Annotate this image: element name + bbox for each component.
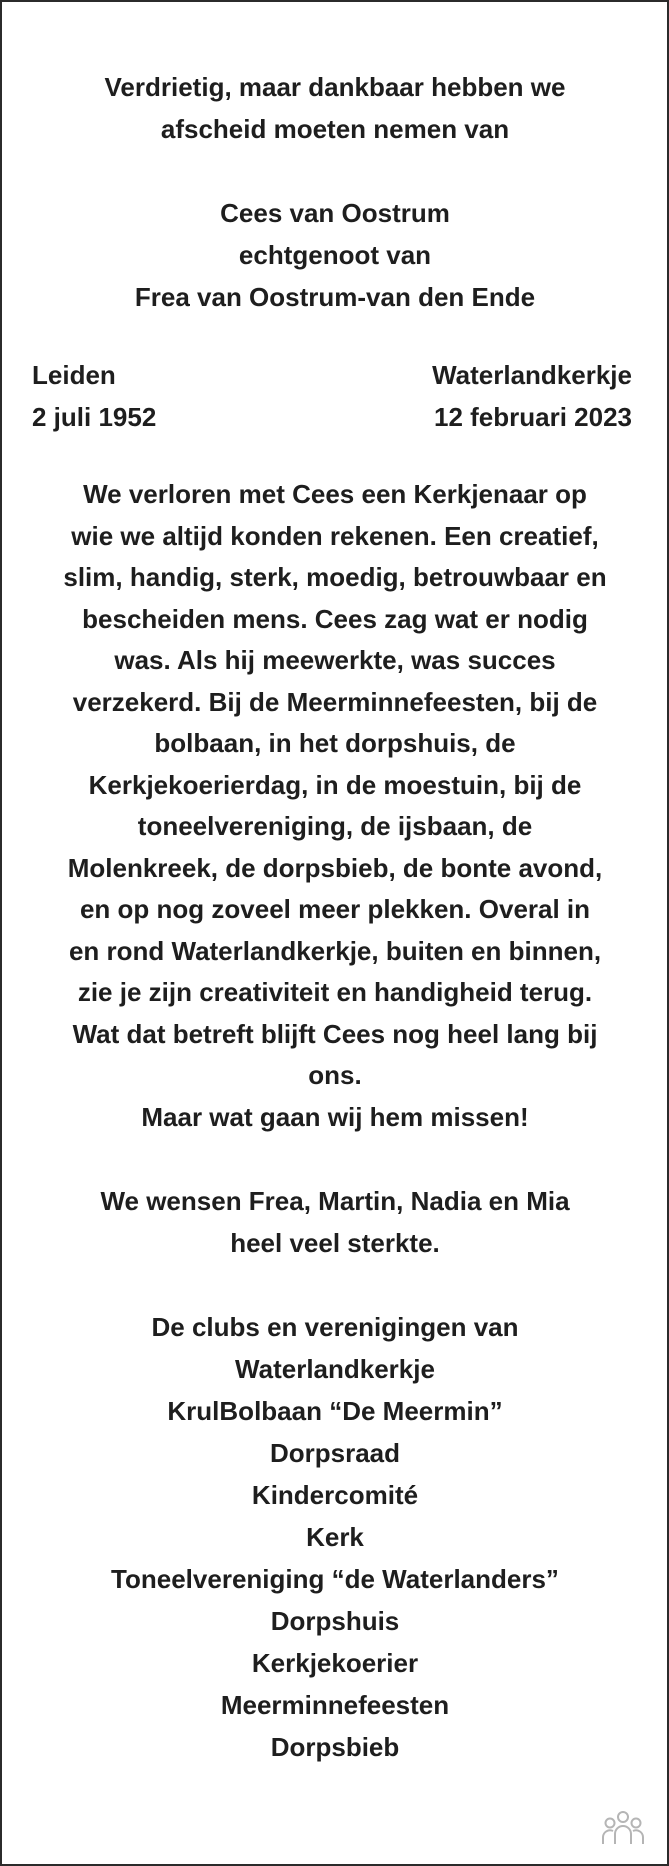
death-place: Waterlandkerkje xyxy=(432,360,632,390)
sender-line: De clubs en verenigingen van xyxy=(151,1312,519,1342)
birth-column xyxy=(32,354,156,438)
tribute-line: ons. xyxy=(308,1060,362,1090)
tribute-line: We verloren met Cees een Kerkjenaar op xyxy=(83,479,587,509)
wishes-text xyxy=(32,1180,638,1264)
sender-line: Toneelvereniging “de Waterlanders” xyxy=(111,1564,559,1594)
wishes-line: heel veel sterkte. xyxy=(230,1228,440,1258)
sender-line: Kerkjekoerier xyxy=(251,1648,419,1678)
dates-block xyxy=(32,354,638,438)
tribute-line: zie je zijn creativiteit en handigheid terug. xyxy=(77,977,593,1007)
notice-content xyxy=(32,66,638,1768)
spouse-name: Frea van Oostrum-van den Ende xyxy=(134,282,536,312)
tribute-line: Molenkreek, de dorpsbieb, de bonte avond, xyxy=(67,852,603,883)
birth-date: 2 juli 1952 xyxy=(32,402,157,432)
spacer xyxy=(32,1138,638,1180)
tribute-line: Kerkjekoerierdag, in de moestuin, bij de xyxy=(88,769,582,800)
wishes-line: We wensen Frea, Martin, Nadia en Mia xyxy=(100,1186,570,1216)
tribute-line: verzekerd. Bij de Meerminnefeesten, bij de xyxy=(72,686,598,717)
sender-line: KrulBolbaan “De Meermin” xyxy=(167,1396,503,1426)
intro-line: Verdrietig, maar dankbaar hebben we xyxy=(104,72,566,102)
sender-line: Kindercomité xyxy=(251,1480,419,1510)
relation-text: echtgenoot van xyxy=(238,240,432,270)
tribute-line: Wat dat betreft blijft Cees nog heel lang bij xyxy=(72,1018,598,1049)
sender-line: Kerk xyxy=(306,1522,364,1552)
birth-place: Leiden xyxy=(32,360,116,390)
tribute-line: was. Als hij meewerkte, was succes xyxy=(114,645,556,675)
deceased-name: Cees van Oostrum xyxy=(220,198,450,228)
tribute-line: toneelvereniging, de ijsbaan, de xyxy=(137,811,533,841)
death-date: 12 februari 2023 xyxy=(433,402,632,432)
deceased-block xyxy=(32,192,638,318)
sender-line: Dorpsbieb xyxy=(270,1732,400,1762)
intro-line: afscheid moeten nemen van xyxy=(160,114,510,144)
intro-text xyxy=(32,66,638,150)
death-column xyxy=(432,354,632,438)
tribute-line: en op nog zoveel meer plekken. Overal in xyxy=(79,894,591,924)
tribute-line: bolbaan, in het dorpshuis, de xyxy=(154,728,516,758)
sender-line: Meerminnefeesten xyxy=(220,1690,450,1720)
tribute-line: wie we altijd konden rekenen. Een creatief, xyxy=(71,520,599,551)
spacer xyxy=(32,150,638,192)
tribute-text xyxy=(32,474,638,1138)
sender-line: Waterlandkerkje xyxy=(235,1354,435,1384)
tribute-line: slim, handig, sterk, moedig, betrouwbaar en xyxy=(63,562,607,592)
senders-list xyxy=(32,1306,638,1768)
sender-line: Dorpsraad xyxy=(269,1438,401,1468)
spacer xyxy=(32,1264,638,1306)
tribute-line: en rond Waterlandkerkje, buiten en binnen, xyxy=(68,935,602,966)
sender-line: Dorpshuis xyxy=(270,1606,400,1636)
spacer xyxy=(32,438,638,474)
tribute-line: Maar wat gaan wij hem missen! xyxy=(141,1101,529,1132)
people-group-icon xyxy=(601,1810,645,1846)
tribute-line: bescheiden mens. Cees zag wat er nodig xyxy=(82,603,588,634)
